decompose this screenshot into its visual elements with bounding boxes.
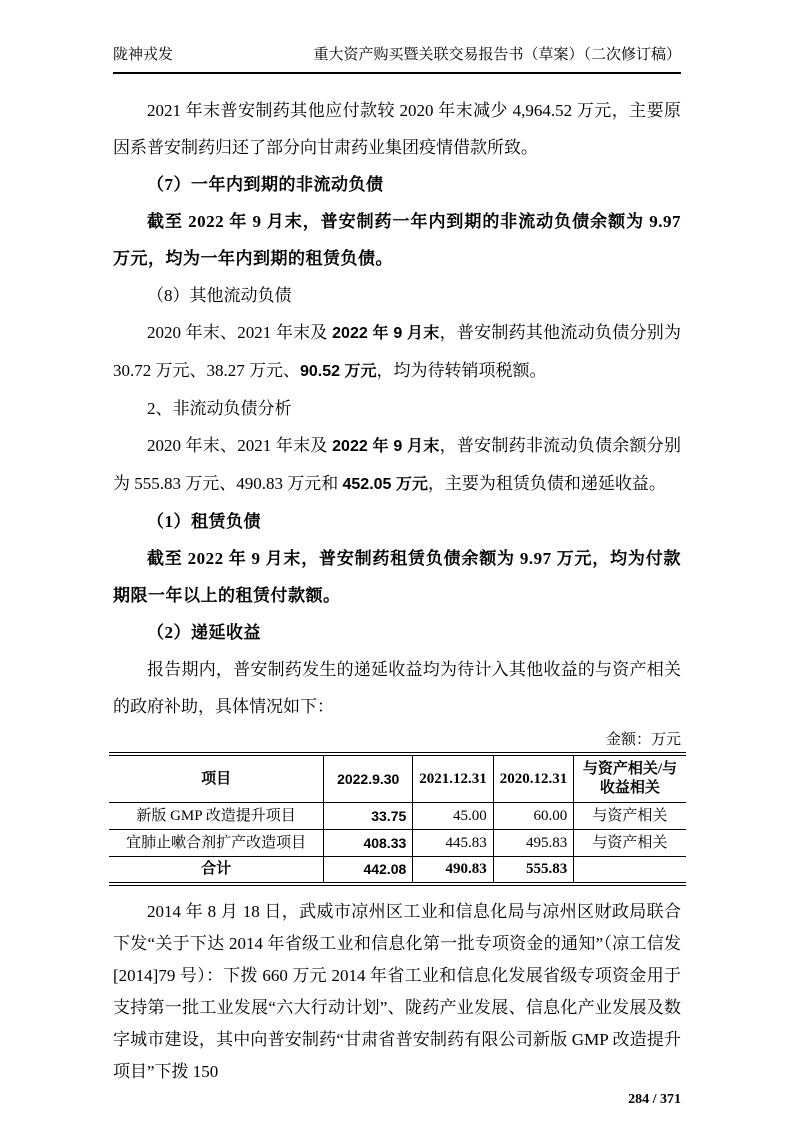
cell-project-name: 新版 GMP 改造提升项目 [109,803,324,830]
table-header-row [109,754,686,803]
paragraph-noncurrent-liabilities: 2020 年末、2021 年末及 2022 年 9 月末，普安制药非流动负债余额分别为 555.83 万元、490.83 万元和 452.05 万元，主要为租赁负债和递延收益。 [113,436,682,493]
paragraph-lease-liabilities: 截至 2022 年 9 月末，普安制药租赁负债余额为 9.97 万元，均为付款期限一年以上的租赁付款额。 [113,549,681,605]
col-header-relation: 与资产相关/与收益相关 [574,754,686,803]
paragraph-other-current-liabilities: 2020 年末、2021 年末及 2022 年 9 月末，普安制药其他流动负债分别为 30.72 万元、38.27 万元、90.52 万元，均为待转销项税额。 [113,323,682,380]
cell-project-name: 宜肺止嗽合剂扩产改造项目 [109,830,324,857]
cell-2020-value: 495.83 [493,830,574,857]
deferred-income-table [109,752,686,886]
table-row-gmp-project [109,803,686,830]
cell-2020-total: 555.83 [493,857,574,884]
page-number: 284 / 371 [628,1091,681,1107]
cell-relation-empty [574,857,686,884]
cell-2021-value: 45.00 [413,803,494,830]
page-content [113,74,681,1110]
header-company-name: 陇神戎发 [113,47,174,63]
cell-2022-total: 442.08 [324,857,413,884]
cell-relation-type: 与资产相关 [574,830,686,857]
cell-2021-total: 490.83 [413,857,494,884]
cell-2020-value: 60.00 [493,803,574,830]
col-header-2021-12-31: 2021.12.31 [413,754,494,803]
col-header-2022-09-30: 2022.9.30 [324,754,413,803]
col-header-2020-12-31: 2020.12.31 [493,754,574,803]
paragraph-other-payables: 2021 年末普安制药其他应付款较 2020 年末减少 4,964.52 万元，主要原因系普安制药归还了部分向甘肃药业集团疫情借款所致。 [113,101,681,157]
running-header [113,44,681,74]
table-unit-label: 金额：万元 [605,732,681,748]
header-report-title: 重大资产购买暨关联交易报告书（草案）（二次修订稿） [313,47,681,63]
paragraph-2014-subsidy-notice: 2014 年 8 月 18 日，武威市凉州区工业和信息化局与凉州区财政局联合下发“关于下达 2014 年省级工业和信息化第一批专项资金的通知”（凉工信发[2014]79 号）：下拨 660 万元 2014 年省工业和信息化发展省级专项资金用于支持第一批工业发展“六大行动计划”、陇药产业发展、信息化产业发展及数字城市建设，其中向普安制药“甘肃省普安制药有限公司新版 GMP 改造提升项目”下拨 150 [113,901,681,1081]
heading-8-other-current-liabilities: （8）其他流动负债 [147,286,292,305]
cell-2022-value: 33.75 [324,803,413,830]
cell-2021-value: 445.83 [413,830,494,857]
cell-relation-type: 与资产相关 [574,803,686,830]
heading-7-noncurrent-due-within-one-year: （7）一年内到期的非流动负债 [147,175,384,194]
heading-2-deferred-income: （2）递延收益 [147,623,261,642]
cell-total-label: 合计 [109,857,324,884]
cell-2022-value: 408.33 [324,830,413,857]
paragraph-noncurrent-due-balance: 截至 2022 年 9 月末，普安制药一年内到期的非流动负债余额为 9.97 万元，均为一年内到期的租赁负债。 [113,212,681,268]
col-header-project: 项目 [109,754,324,803]
table-row-total [109,857,686,884]
heading-2-noncurrent-liabilities-analysis: 2、非流动负债分析 [147,399,292,418]
table-row-yifei-project [109,830,686,857]
paragraph-deferred-income-intro: 报告期内，普安制药发生的递延收益均为待计入其他收益的与资产相关的政府补助，具体情况如下： [113,660,681,716]
heading-1-lease-liabilities: （1）租赁负债 [147,512,261,531]
